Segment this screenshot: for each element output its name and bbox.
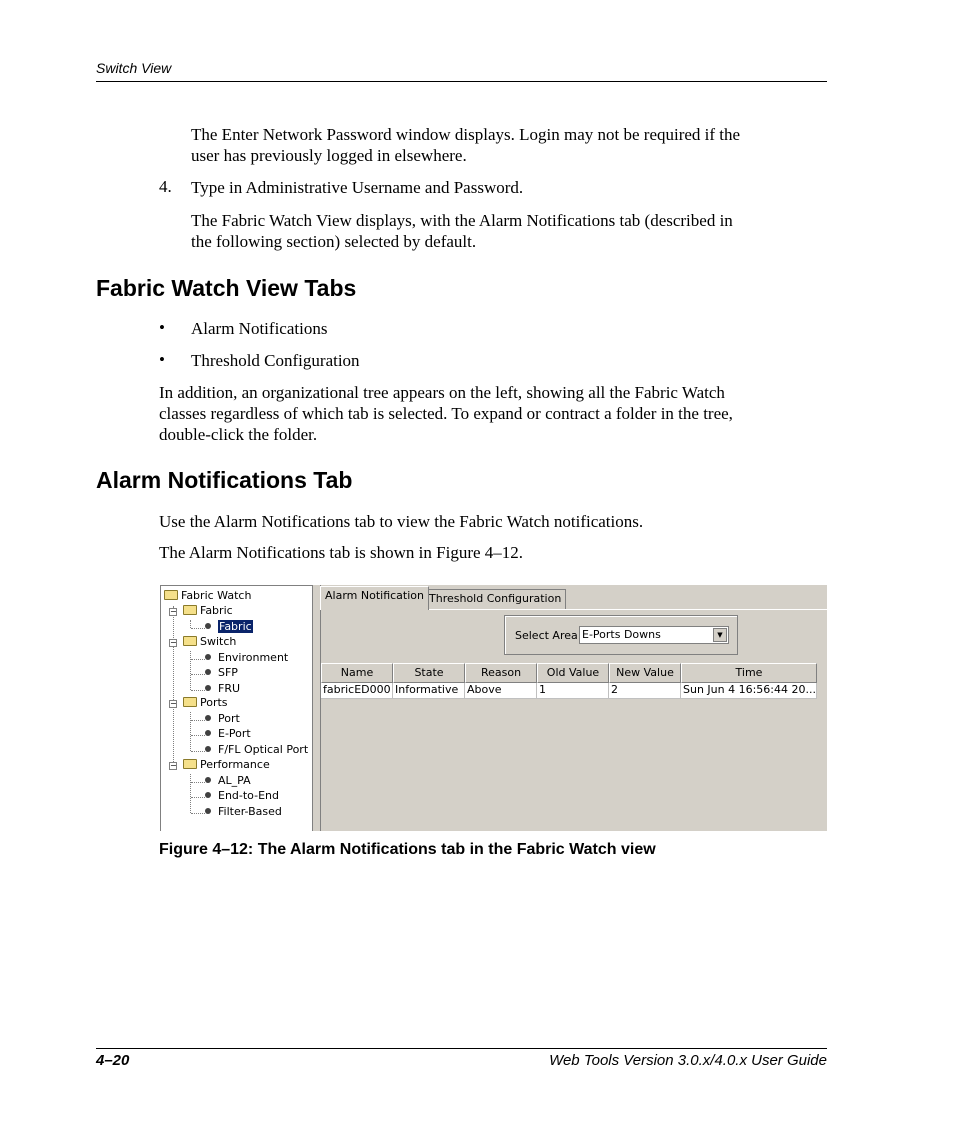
folder-icon: [183, 605, 197, 615]
table-cell[interactable]: Informative: [393, 683, 465, 698]
column-header-reason[interactable]: Reason: [465, 663, 537, 683]
paragraph-figure-ref: The Alarm Notifications tab is shown in Figure 4–12.: [159, 543, 524, 562]
tree-item-port[interactable]: [205, 712, 240, 726]
folder-icon: [164, 590, 178, 600]
tree-item-label: Port: [218, 712, 240, 725]
heading-alarm-notifications-tab: Alarm Notifications Tab: [96, 467, 353, 493]
tree-item-label: SFP: [218, 666, 238, 679]
tree-root-label: Fabric Watch: [181, 589, 252, 602]
collapse-icon[interactable]: −: [170, 607, 177, 616]
tree-item-label: F/FL Optical Port: [218, 743, 309, 756]
heading-fabric-watch-view-tabs: Fabric Watch View Tabs: [96, 275, 357, 301]
column-header-old-value[interactable]: Old Value: [537, 663, 609, 683]
tree-item-label-selected: Fabric: [219, 620, 252, 633]
select-area-label: Select Area: [515, 629, 578, 642]
running-head: Switch View: [96, 60, 172, 76]
collapse-icon[interactable]: −: [170, 638, 177, 647]
collapse-icon[interactable]: −: [170, 761, 177, 770]
notifications-table: [321, 663, 827, 831]
tree-connector: [191, 690, 205, 691]
column-header-name[interactable]: Name: [321, 663, 393, 683]
leaf-node-icon: [205, 808, 211, 814]
header-rule: [96, 81, 827, 82]
figure-caption: Figure 4–12: The Alarm Notifications tab in the Fabric Watch view: [159, 841, 656, 858]
tree-item-label: End-to-End: [218, 789, 279, 802]
table-cell[interactable]: fabricED000: [321, 683, 393, 698]
leaf-node-icon: [205, 746, 211, 752]
tree-item-fabric[interactable]: [205, 620, 253, 634]
table-cell[interactable]: 1: [537, 683, 609, 698]
paragraph-view-1: The Fabric Watch View displays, with the Alarm Notifications tab (described in: [191, 211, 733, 230]
tree-connector: [190, 620, 191, 628]
tree-connector: [173, 606, 174, 766]
paragraph-tree-2: classes regardless of which tab is selected. To expand or contract a folder in the tree,: [159, 404, 733, 423]
column-header-time[interactable]: Time: [681, 663, 817, 683]
tree-folder-ports[interactable]: [183, 696, 228, 710]
tree-connector: [190, 651, 191, 690]
leaf-node-icon: [205, 792, 211, 798]
organizational-tree[interactable]: [160, 585, 312, 831]
leaf-node-icon: [205, 715, 211, 721]
tree-item-label: Filter-Based: [218, 805, 282, 818]
tree-folder-label: Ports: [200, 696, 228, 709]
tree-item-optical-port[interactable]: [205, 743, 308, 757]
tree-connector: [191, 735, 205, 736]
tree-connector: [191, 628, 205, 629]
tree-connector: [191, 782, 205, 783]
column-header-new-value[interactable]: New Value: [609, 663, 681, 683]
tree-item-label: Environment: [218, 651, 289, 664]
tree-connector: [191, 720, 205, 721]
tree-item-sfp[interactable]: [205, 666, 238, 680]
guide-title: Web Tools Version 3.0.x/4.0.x User Guide: [549, 1052, 827, 1069]
select-area-dropdown[interactable]: [579, 626, 729, 644]
tree-item-label: E-Port: [218, 727, 251, 740]
tree-item-filter-based[interactable]: [205, 805, 282, 819]
bullet-symbol: •: [159, 350, 165, 369]
bullet-item: Alarm Notifications: [191, 319, 328, 338]
tree-item-end-to-end[interactable]: [205, 789, 279, 803]
tree-item-label: FRU: [218, 682, 241, 695]
tree-folder-fabric[interactable]: [183, 604, 233, 618]
column-header-state[interactable]: State: [393, 663, 465, 683]
table-cell[interactable]: 2: [609, 683, 681, 698]
tree-folder-label: Performance: [200, 758, 270, 771]
leaf-node-icon: [205, 685, 211, 691]
paragraph-use-tab: Use the Alarm Notifications tab to view the Fabric Watch notifications.: [159, 512, 644, 531]
folder-icon: [183, 636, 197, 646]
tab-alarm-notification[interactable]: Alarm Notification: [320, 586, 429, 610]
tree-folder-label: Fabric: [200, 604, 233, 617]
paragraph-password-2: user has previously logged in elsewhere.: [191, 146, 467, 165]
chevron-down-icon[interactable]: ▼: [713, 628, 727, 642]
table-cell[interactable]: Sun Jun 4 16:56:44 20...: [683, 683, 816, 696]
tab-threshold-configuration[interactable]: Threshold Configuration: [424, 589, 566, 609]
tree-connector: [190, 712, 191, 751]
paragraph-tree-1: In addition, an organizational tree appears on the left, showing all the Fabric Watch: [159, 383, 725, 402]
collapse-icon[interactable]: −: [170, 699, 177, 708]
select-area-group: [504, 615, 738, 655]
step-text: Type in Administrative Username and Password.: [191, 178, 524, 197]
row-divider: [321, 698, 817, 699]
step-number: 4.: [159, 177, 172, 196]
paragraph-password-1: The Enter Network Password window displays. Login may not be required if the: [191, 125, 741, 144]
tree-connector: [191, 813, 205, 814]
leaf-node-icon: [205, 654, 211, 660]
page-number: 4–20: [96, 1052, 130, 1069]
tree-item-label: AL_PA: [218, 774, 251, 787]
tree-root[interactable]: [164, 589, 251, 603]
tree-folder-label: Switch: [200, 635, 237, 648]
leaf-node-icon: [205, 623, 211, 629]
folder-icon: [183, 697, 197, 707]
bullet-symbol: •: [159, 318, 165, 337]
leaf-node-icon: [205, 730, 211, 736]
footer-rule: [96, 1048, 827, 1049]
paragraph-tree-3: double-click the folder.: [159, 425, 318, 444]
leaf-node-icon: [205, 669, 211, 675]
tree-folder-performance[interactable]: [183, 758, 270, 772]
tree-connector: [191, 797, 205, 798]
bullet-item: Threshold Configuration: [191, 351, 360, 370]
tree-item-al-pa[interactable]: [205, 774, 251, 788]
tree-item-e-port[interactable]: [205, 727, 251, 741]
table-cell[interactable]: Above: [465, 683, 537, 698]
tree-connector: [191, 674, 205, 675]
tree-folder-switch[interactable]: [183, 635, 236, 649]
paragraph-view-2: the following section) selected by default.: [191, 232, 477, 251]
tree-connector: [190, 774, 191, 813]
tree-item-fru[interactable]: [205, 682, 240, 696]
tree-connector: [191, 659, 205, 660]
tree-item-environment[interactable]: [205, 651, 288, 665]
select-area-value: E-Ports Downs: [582, 628, 661, 641]
fabric-watch-screenshot: [160, 585, 827, 831]
leaf-node-icon: [205, 777, 211, 783]
tree-connector: [191, 751, 205, 752]
folder-icon: [183, 759, 197, 769]
